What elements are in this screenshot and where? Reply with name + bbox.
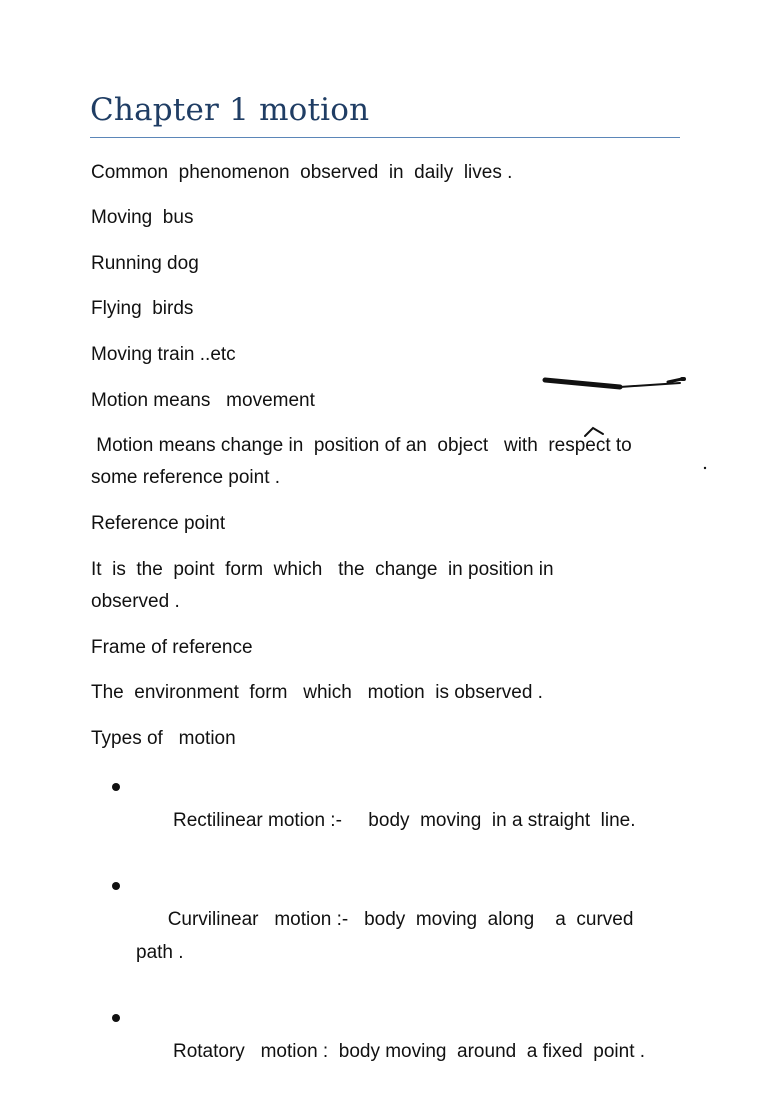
text-line-common-phenomenon: Common phenomenon observed in daily lives . xyxy=(91,162,513,183)
bullet-icon xyxy=(112,1014,120,1022)
bullet-icon xyxy=(112,882,120,890)
list-item-rectilinear xyxy=(112,771,672,870)
pen-scribble-mark xyxy=(540,370,710,480)
text-line-motion-means-movement: Motion means movement xyxy=(91,390,315,411)
text-line-running-dog: Running dog xyxy=(91,253,199,274)
title-underline xyxy=(90,137,680,138)
text-line-motion-definition: Motion means change in position of an object with respect to xyxy=(91,435,632,456)
text-line-motion-definition-cont: some reference point . xyxy=(91,467,281,488)
text-line-moving-train: Moving train ..etc xyxy=(91,344,236,365)
text-line-reference-point-definition: It is the point form which the change in position in xyxy=(91,559,554,580)
text-line-flying-birds: Flying birds xyxy=(91,298,194,319)
types-of-motion-list xyxy=(112,771,672,1101)
list-item-text: Rotatory motion : body moving around a fixed point . xyxy=(167,1041,646,1062)
chapter-title: Chapter 1 motion xyxy=(90,92,370,128)
list-item-text: Rectilinear motion :- body moving in a straight line. xyxy=(167,810,636,831)
list-item-rotatory xyxy=(112,1002,672,1101)
text-line-reference-point-definition-cont: observed . xyxy=(91,591,180,612)
text-line-moving-bus: Moving bus xyxy=(91,207,194,228)
list-item-curvilinear xyxy=(112,870,672,1002)
bullet-icon xyxy=(112,783,120,791)
list-item-text: Curvilinear motion :- body moving along a curved path . xyxy=(136,909,639,963)
text-line-reference-point-heading: Reference point xyxy=(91,513,226,534)
text-line-frame-of-reference-definition: The environment form which motion is observed . xyxy=(91,682,543,703)
text-line-types-of-motion-heading: Types of motion xyxy=(91,728,236,749)
text-line-frame-of-reference-heading: Frame of reference xyxy=(91,637,253,658)
